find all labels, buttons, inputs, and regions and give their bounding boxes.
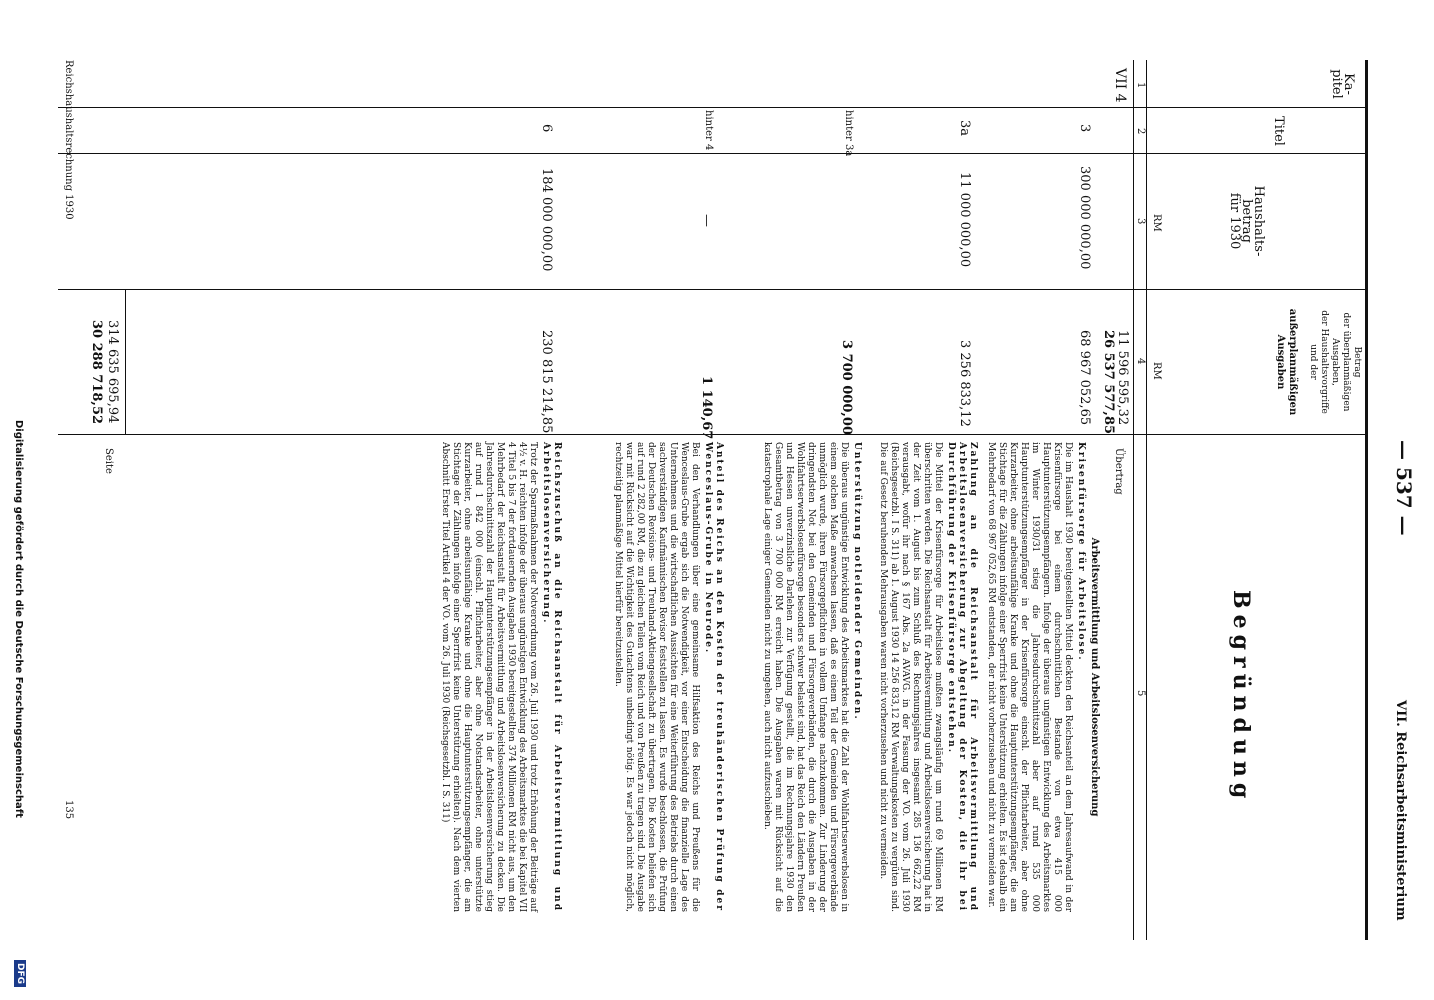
row-3-block bbox=[759, 442, 862, 912]
header-begruendung: Begründung bbox=[1228, 590, 1254, 805]
colnum-1: 1 bbox=[1135, 82, 1146, 89]
row-2-subheading: Zahlung an die Reichsanstalt für Arbeitsvermittlung und Arbeitslosenversicherung zur Abgeltung der Kosten, die ihr bei Durchführung der Krisenfürsorge entstehen. bbox=[946, 442, 978, 912]
carry-in-value-2: 26 537 577,85 bbox=[1101, 330, 1116, 435]
row-5-titel: 6 bbox=[539, 124, 554, 133]
table-top-rule bbox=[1365, 60, 1368, 940]
row-3-subheading: Unterstützung notleidender Gemeinden. bbox=[852, 442, 862, 721]
carry-out-value-1: 314 635 695,94 bbox=[105, 320, 120, 424]
carry-in-value-1: 11 596 595,32 bbox=[1115, 330, 1130, 426]
colnum-2: 2 bbox=[1135, 128, 1146, 135]
bottom-label: Reichshaushaltsrechnung 1930 bbox=[63, 60, 74, 220]
row-1-titel: 3 bbox=[1077, 124, 1092, 133]
row-4-haushalt: — bbox=[699, 214, 714, 227]
row-1-text: Die im Haushalt 1930 bereitgestellten Mittel deckten den Reichsanteil an dem Jahresaufwand in der Krisenfürsorge bei einem durchschnittlichen Bestande von etwa 415 000 Hauptunterstützungsempfängern. Infolge der überaus ungünstigen Entwicklung des Arbeitsmarktes im Winter 1930/31 stieg die Jahresdurchschnittszahl aber auf rund 535 000 Hauptunterstützungsempfänger in der Krisenfürsorge einschl. der Pflichtarbeiter, aber ohne Kurzarbeiter, ohne arbeitsunfähige Kranke und ohne die Hauptunterstützungsempfänger, die am Stichtage für die Zählungen infolge einer Sperrfrist keine Unterstützung erhielten. Es ist deshalb ein Mehrbedarf von 68 967 052,65 RM entstanden, der nicht vorherzusehen und nicht zu vermeiden war. bbox=[986, 442, 1073, 912]
row-5-subheading: Reichszuschuß an die Reichsanstalt für Arbeitsvermittlung und Arbeitslosenversicherung. bbox=[541, 442, 562, 912]
row-4-block bbox=[610, 442, 724, 912]
row-1-betrag: 68 967 052,65 bbox=[1077, 330, 1092, 426]
header-titel: Titel bbox=[1271, 116, 1286, 146]
row-5-text: Trotz der Sparmaßnahmen der Notverordnung vom 26. Juli 1930 und trotz Erhöhung der Beiträge auf 4½ v. H. reichten infolge der überaus ungünstigen Entwicklung des Arbeitsmarktes die bei Kapitel VII 4 Titel 5 bis 7 der fortdauernden Ausgaben 1930 bereitgestellten 374 Millionen RM nicht aus, um den Mehrbedarf der Reichsanstalt für Arbeitsvermittlung und Arbeitslosenversicherung zu decken. Die Jahresdurchschnittszahl der Hauptunterstützungsempfänger in der Arbeitslosenversicherung stieg auf rund 1 842 000 (einschl. Pflichtarbeiter, aber ohne Notstandsarbeiter, ohne unterstützte Kurzarbeiter, ohne arbeitsunfähige Kranke und ohne die Hauptunterstützungsempfänger, die am Stichtage der Zählungen infolge einer Sperrfrist keine Unterstützung erhielten). Nach dem vierten Abschnitt Erster Titel Artikel 4 der VO. vom 26. Juli 1930 (Reichsgesetzbl. I S. 311) bbox=[440, 442, 538, 912]
row-2-betrag: 3 256 833,12 bbox=[957, 340, 972, 427]
row-4-subheading: Anteil des Reichs an den Kosten der treuhänderischen Prüfung der Wenceslaus-Grube in Neurode. bbox=[703, 442, 724, 912]
row-1-subheading: Krisenfürsorge für Arbeitslose. bbox=[1076, 442, 1086, 662]
colnum-5: 5 bbox=[1135, 690, 1146, 697]
row-5-betrag: 230 815 214,85 bbox=[539, 330, 554, 434]
row-1-heading: Arbeitsvermittlung und Arbeitslosenversicherung bbox=[1089, 537, 1100, 817]
col-sep-1 bbox=[58, 107, 1368, 108]
row-5-haushalt: 184 000 000,00 bbox=[539, 168, 554, 272]
row-4-text: Bei den Verhandlungen über eine gemeinsame Hilfsaktion des Reichs und Preußens für die Wenceslaus-Grube ergab sich die Notwendigkeit, vor einer Entscheidung die finanzielle Lage des Unternehmens und die wirtschaftlichen Aussichten für eine Weiterführung des Betriebs durch einen sachverständigen Kaufmännischen Revisor feststellen zu lassen. Es wurde beschlossen, die Prüfung der Deutschen Revisions- und Treuhand-Aktiengesellschaft zu übertragen. Die Kosten beliefen sich auf rund 2 282,00 RM, die zu gleichen Teilen vom Reich und von Preußen zu tragen sind. Die Ausgabe war mit Rücksicht auf die Wichtigkeit des Gutachtens unbedingt nötig. Es war jedoch nicht möglich, rechtzeitig planmäßige Mittel hierfür bereitzustellen. bbox=[613, 442, 700, 912]
dfg-badge: DFG bbox=[14, 960, 26, 987]
row-2-text: Die Mittel der Krisenfürsorge für Arbeitslose mußten zwangsläufig um rund 69 Millionen RM überschritten werden. Die Reichsanstalt für Arbeitsvermittlung und Arbeitslosenversicherung hat in der Zeit vom 1. August bis zum Schluß des Rechnungsjahres insgesamt 285 136 662,22 RM verausgabt, wofür ihr nach § 167 Abs. 2a AVAVG. in der Fassung der VO. vom 26. Juli 1930 (Reichsgesetzbl. I S. 311) ab 1. August 1930 14 256 833,12 RM Verwaltungskosten zu vergüten sind. Die auf Gesetz beruhenden Mehrausgaben waren nicht vorherzusehen und nicht zu vermeiden. bbox=[878, 442, 943, 912]
row-1-haushalt: 300 000 000,00 bbox=[1077, 166, 1092, 270]
row-2-titel: 3a bbox=[957, 120, 972, 137]
page-number: — 537 — bbox=[1392, 440, 1416, 536]
ministry-title: VII. Reichsarbeitsministerium bbox=[1393, 700, 1408, 921]
row-2-haushalt: 11 000 000,00 bbox=[957, 172, 972, 268]
header-betrag-bold: außerplanmäßigen Ausgaben bbox=[1275, 308, 1298, 416]
digitization-note: Digitalisierung gefördert durch die Deutsche Forschungsgemeinschaft bbox=[13, 420, 24, 818]
col-sep-3 bbox=[58, 289, 1368, 290]
row-3-titel: hinter 3a bbox=[843, 110, 854, 157]
header-haushaltsbetrag: Haushalts- betrag für 1930 bbox=[1227, 185, 1266, 257]
unit-col4: RM bbox=[1151, 362, 1162, 380]
header-betrag: Betrag der überplanmäßigen Ausgaben, der Haushaltsvorgriffe und der bbox=[1308, 310, 1362, 414]
kapitel-value: VII 4 bbox=[1112, 68, 1128, 103]
row-2-block bbox=[875, 442, 978, 912]
row-4-titel: hinter 4 bbox=[703, 110, 714, 151]
row-3-betrag: 3 700 000,00 bbox=[839, 340, 854, 435]
carry-out-value-2: 30 288 718,52 bbox=[89, 320, 104, 425]
colnum-3: 3 bbox=[1135, 218, 1146, 225]
header-bottom-rule bbox=[1146, 60, 1147, 940]
footer-page-number: 135 bbox=[63, 800, 74, 820]
col-sep-2 bbox=[58, 153, 1368, 154]
colnum-4: 4 bbox=[1135, 358, 1146, 365]
header-kapitel: Ka- pitel bbox=[1329, 69, 1356, 99]
carry-out-rule bbox=[125, 290, 126, 434]
row-4-betrag: 1 140,67 bbox=[699, 376, 714, 440]
carry-out-label: Seite bbox=[103, 448, 114, 474]
row-5-block bbox=[437, 442, 562, 912]
row-3-text: Die überaus ungünstige Entwicklung des Arbeitsmarktes hat die Zahl der Wohlfahrtserwerbslosen in einem solchen Maße anwachsen lassen, daß es einem Teil der Gemeinden und Fürsorgeverbände unmöglich wurde, ihren Fürsorgepflichten in vollem Umfange nachzukommen. Zur Linderung der dringendsten Not bei den Gemeinden und Fürsorgeverbänden, die durch die Ausgaben in der Wohlfahrtserwerbslosenfürsorge besonders schwer belastet sind, hat das Reich den Ländern Preußen und Hessen unverzinsliche Darlehen zur Verfügung gestellt, die im Rechnungsjahre 1930 den Gesamtbetrag von 3 700 000 RM erreicht haben. Die Ausgaben waren mit Rücksicht auf die katastrophale Lage einiger Gemeinden nicht zu umgehen, auch nicht aufzuschieben. bbox=[762, 442, 849, 912]
colnum-bottom-rule bbox=[1133, 60, 1134, 940]
unit-col3: RM bbox=[1151, 214, 1162, 232]
carry-in-label: Übertrag bbox=[1113, 448, 1124, 495]
row-1-block bbox=[983, 442, 1100, 912]
